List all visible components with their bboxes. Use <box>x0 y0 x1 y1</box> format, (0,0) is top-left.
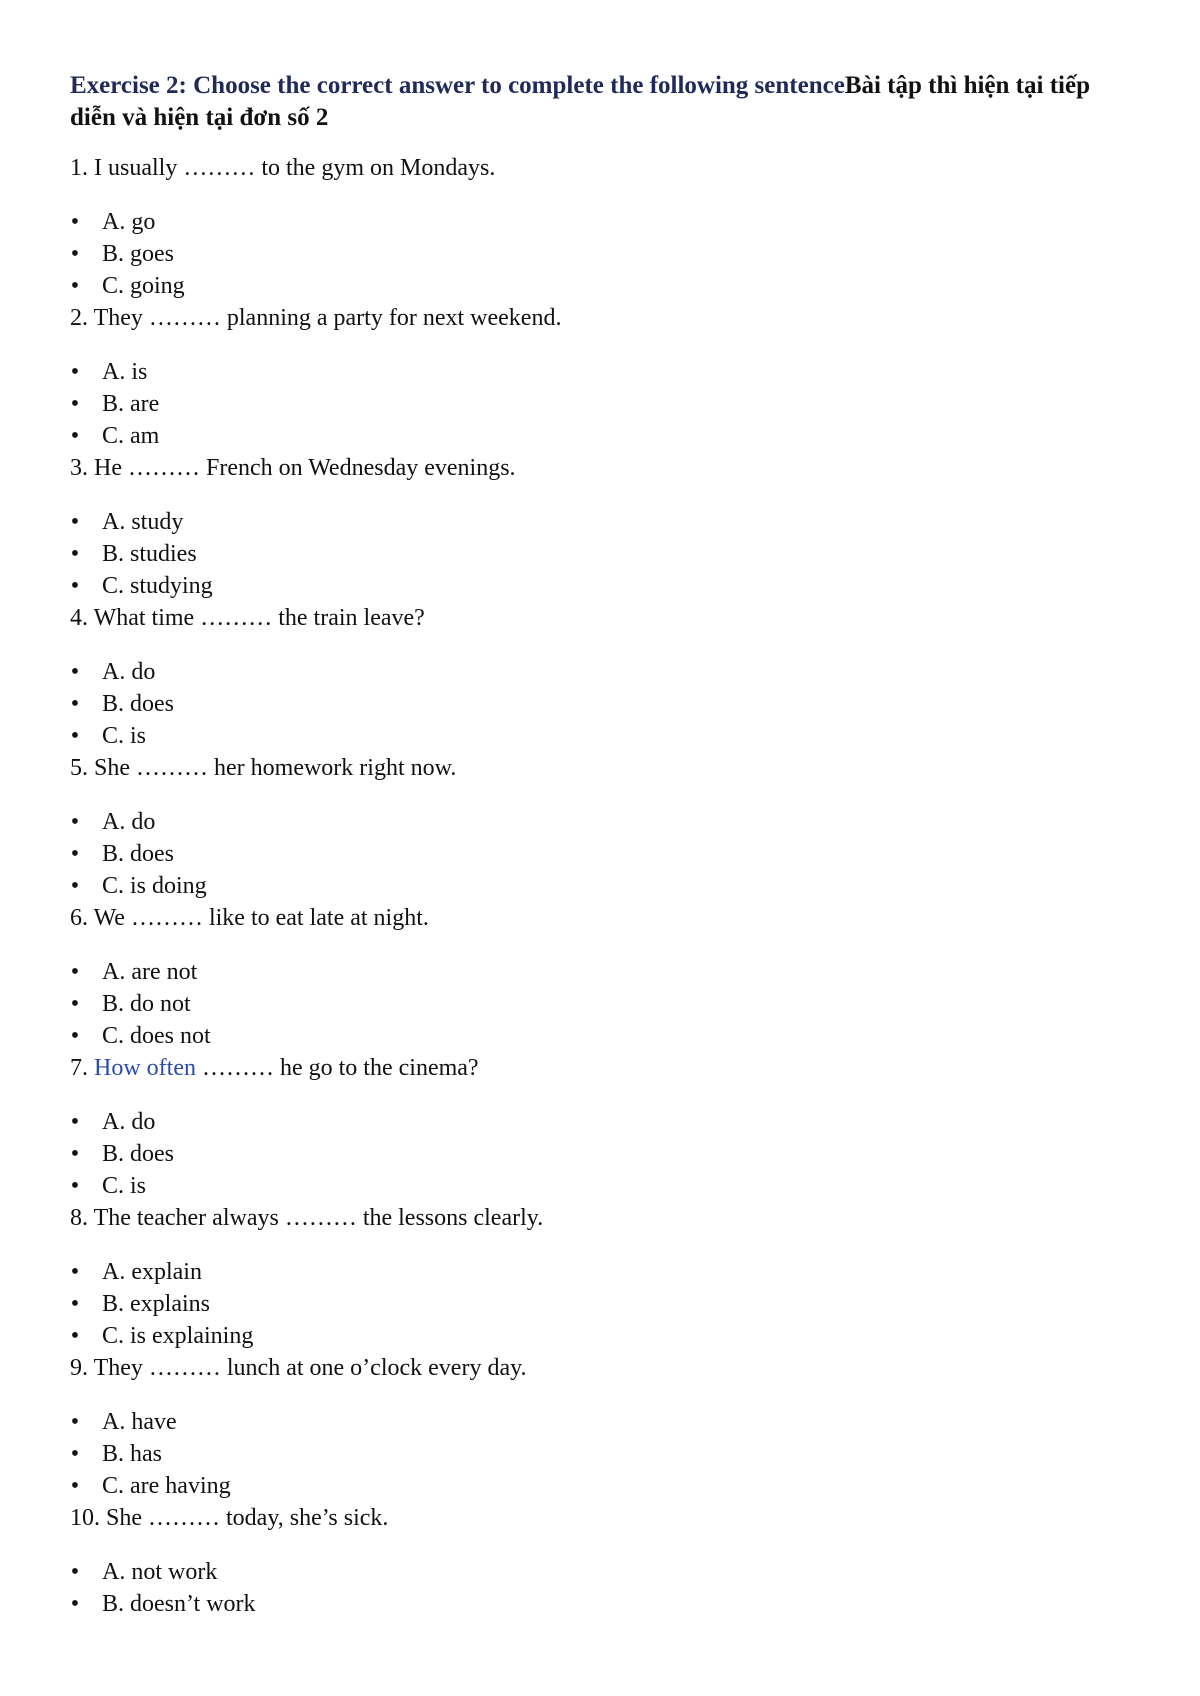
answer-option <box>70 688 1140 720</box>
bullet-icon: • <box>70 1109 80 1135</box>
bullet-icon: • <box>70 359 80 385</box>
bullet-icon: • <box>70 509 80 535</box>
bullet-icon: • <box>70 273 80 299</box>
answer-options <box>70 806 1140 902</box>
bullet-icon: • <box>70 1023 80 1049</box>
question-text <box>70 302 1140 334</box>
answer-option <box>70 388 1140 420</box>
answer-option <box>70 838 1140 870</box>
answer-option-label: A. explain <box>102 1259 202 1285</box>
bullet-icon: • <box>70 541 80 567</box>
question-text <box>70 1202 1140 1234</box>
answer-blank: ……… <box>127 455 200 481</box>
bullet-icon: • <box>70 1559 80 1585</box>
question-ending: the train leave? <box>278 605 425 631</box>
question-block <box>70 1052 1140 1202</box>
answer-option-label: A. have <box>102 1409 177 1435</box>
question-number: 9. <box>70 1355 88 1381</box>
question-stem: I usually <box>94 155 178 181</box>
bullet-icon: • <box>70 1409 80 1435</box>
question-text <box>70 902 1140 934</box>
bullet-icon: • <box>70 209 80 235</box>
answer-option-label: A. not work <box>102 1559 218 1585</box>
question-text <box>70 752 1140 784</box>
bullet-icon: • <box>70 1591 80 1617</box>
answer-blank: ……… <box>201 1055 274 1081</box>
question-stem: He <box>94 455 122 481</box>
answer-blank: ……… <box>183 155 256 181</box>
question-ending: like to eat late at night. <box>208 905 429 931</box>
question-number: 4. <box>70 605 88 631</box>
answer-options <box>70 356 1140 452</box>
question-ending: planning a party for next weekend. <box>226 305 562 331</box>
answer-option-label: B. do not <box>102 991 191 1017</box>
answer-blank: ……… <box>148 1355 221 1381</box>
bullet-icon: • <box>70 809 80 835</box>
answer-option-label: B. explains <box>102 1291 210 1317</box>
question-stem: They <box>93 305 143 331</box>
question-block <box>70 1202 1140 1352</box>
question-stem: We <box>93 905 125 931</box>
answer-options <box>70 206 1140 302</box>
answer-option-label: C. going <box>102 273 185 299</box>
answer-option-label: C. is <box>102 1173 147 1199</box>
answer-option <box>70 506 1140 538</box>
question-text <box>70 602 1140 634</box>
answer-option-label: C. am <box>102 423 160 449</box>
answer-option-label: B. goes <box>102 241 174 267</box>
question-link[interactable]: How often <box>94 1055 196 1081</box>
question-ending: lunch at one o’clock every day. <box>226 1355 527 1381</box>
answer-blank: ……… <box>284 1205 357 1231</box>
page-title <box>70 70 1140 134</box>
answer-option <box>70 238 1140 270</box>
bullet-icon: • <box>70 841 80 867</box>
bullet-icon: • <box>70 1141 80 1167</box>
bullet-icon: • <box>70 1259 80 1285</box>
question-stem: She <box>94 755 130 781</box>
question-number: 10. <box>70 1505 100 1531</box>
bullet-icon: • <box>70 873 80 899</box>
question-ending: French on Wednesday evenings. <box>205 455 516 481</box>
question-ending: her homework right now. <box>214 755 457 781</box>
bullet-icon: • <box>70 423 80 449</box>
answer-option <box>70 356 1140 388</box>
question-block <box>70 602 1140 752</box>
question-number: 7. <box>70 1055 88 1081</box>
answer-option <box>70 1020 1140 1052</box>
question-block <box>70 902 1140 1052</box>
answer-option <box>70 1406 1140 1438</box>
answer-options <box>70 506 1140 602</box>
answer-option <box>70 1320 1140 1352</box>
question-stem: The teacher always <box>93 1205 279 1231</box>
question-stem: What time <box>93 605 195 631</box>
question-ending: to the gym on Mondays. <box>261 155 496 181</box>
question-text <box>70 1502 1140 1534</box>
answer-option <box>70 538 1140 570</box>
answer-option-label: B. are <box>102 391 160 417</box>
answer-options <box>70 1256 1140 1352</box>
question-text <box>70 152 1140 184</box>
question-number: 2. <box>70 305 88 331</box>
bullet-icon: • <box>70 1173 80 1199</box>
answer-option-label: C. are having <box>102 1473 231 1499</box>
answer-option-label: A. do <box>102 659 156 685</box>
answer-option <box>70 806 1140 838</box>
question-block <box>70 452 1140 602</box>
answer-option-label: B. does <box>102 1141 174 1167</box>
answer-blank: ……… <box>148 305 221 331</box>
answer-option-label: B. does <box>102 691 174 717</box>
question-block <box>70 1352 1140 1502</box>
answer-option <box>70 720 1140 752</box>
bullet-icon: • <box>70 659 80 685</box>
bullet-icon: • <box>70 573 80 599</box>
answer-option <box>70 1288 1140 1320</box>
answer-option-label: A. do <box>102 1109 156 1135</box>
bullet-icon: • <box>70 723 80 749</box>
question-text <box>70 452 1140 484</box>
answer-options <box>70 656 1140 752</box>
answer-option-label: B. has <box>102 1441 162 1467</box>
bullet-icon: • <box>70 1291 80 1317</box>
question-ending: today, she’s sick. <box>226 1505 389 1531</box>
answer-option <box>70 656 1140 688</box>
answer-option-label: C. studying <box>102 573 213 599</box>
answer-options <box>70 1406 1140 1502</box>
question-stem: They <box>93 1355 143 1381</box>
answer-option <box>70 956 1140 988</box>
question-block <box>70 1502 1140 1620</box>
bullet-icon: • <box>70 991 80 1017</box>
answer-option <box>70 1438 1140 1470</box>
answer-option <box>70 420 1140 452</box>
question-text <box>70 1052 1140 1084</box>
question-number: 1. <box>70 155 88 181</box>
answer-blank: ……… <box>148 1505 220 1531</box>
answer-options <box>70 956 1140 1052</box>
document-page <box>70 70 1140 1620</box>
answer-option-label: C. does not <box>102 1023 211 1049</box>
question-block <box>70 152 1140 302</box>
answer-option-label: A. go <box>102 209 156 235</box>
answer-option-label: A. study <box>102 509 184 535</box>
title-vietnamese: Bài tập thì hiện tại tiếp diễn và hiện tại đơn số 2 <box>70 72 1090 131</box>
answer-option-label: A. is <box>102 359 148 385</box>
question-ending: he go to the cinema? <box>279 1055 479 1081</box>
question-number: 5. <box>70 755 88 781</box>
question-number: 6. <box>70 905 88 931</box>
question-block <box>70 302 1140 452</box>
answer-option <box>70 1470 1140 1502</box>
answer-option <box>70 1170 1140 1202</box>
answer-option-label: C. is doing <box>102 873 207 899</box>
answer-blank: ……… <box>200 605 273 631</box>
bullet-icon: • <box>70 1323 80 1349</box>
answer-option-label: B. does <box>102 841 174 867</box>
title-english: Exercise 2: Choose the correct answer to complete the following sentence <box>70 72 845 99</box>
answer-option-label: A. are not <box>102 959 198 985</box>
answer-option <box>70 870 1140 902</box>
question-block <box>70 752 1140 902</box>
answer-blank: ……… <box>130 905 203 931</box>
answer-option <box>70 988 1140 1020</box>
answer-option-label: B. studies <box>102 541 197 567</box>
bullet-icon: • <box>70 391 80 417</box>
question-stem: She <box>106 1505 142 1531</box>
answer-blank: ……… <box>136 755 208 781</box>
bullet-icon: • <box>70 959 80 985</box>
question-text <box>70 1352 1140 1384</box>
question-list <box>70 152 1140 1620</box>
answer-option-label: C. is <box>102 723 147 749</box>
answer-option <box>70 1138 1140 1170</box>
bullet-icon: • <box>70 1473 80 1499</box>
answer-option <box>70 1106 1140 1138</box>
answer-option <box>70 206 1140 238</box>
bullet-icon: • <box>70 691 80 717</box>
answer-options <box>70 1556 1140 1620</box>
answer-option-label: B. doesn’t work <box>102 1591 256 1617</box>
bullet-icon: • <box>70 1441 80 1467</box>
answer-option <box>70 1256 1140 1288</box>
question-number: 8. <box>70 1205 88 1231</box>
bullet-icon: • <box>70 241 80 267</box>
answer-option <box>70 1556 1140 1588</box>
answer-option-label: A. do <box>102 809 156 835</box>
answer-option <box>70 1588 1140 1620</box>
answer-option <box>70 570 1140 602</box>
question-ending: the lessons clearly. <box>362 1205 544 1231</box>
answer-option <box>70 270 1140 302</box>
answer-options <box>70 1106 1140 1202</box>
question-number: 3. <box>70 455 88 481</box>
answer-option-label: C. is explaining <box>102 1323 254 1349</box>
